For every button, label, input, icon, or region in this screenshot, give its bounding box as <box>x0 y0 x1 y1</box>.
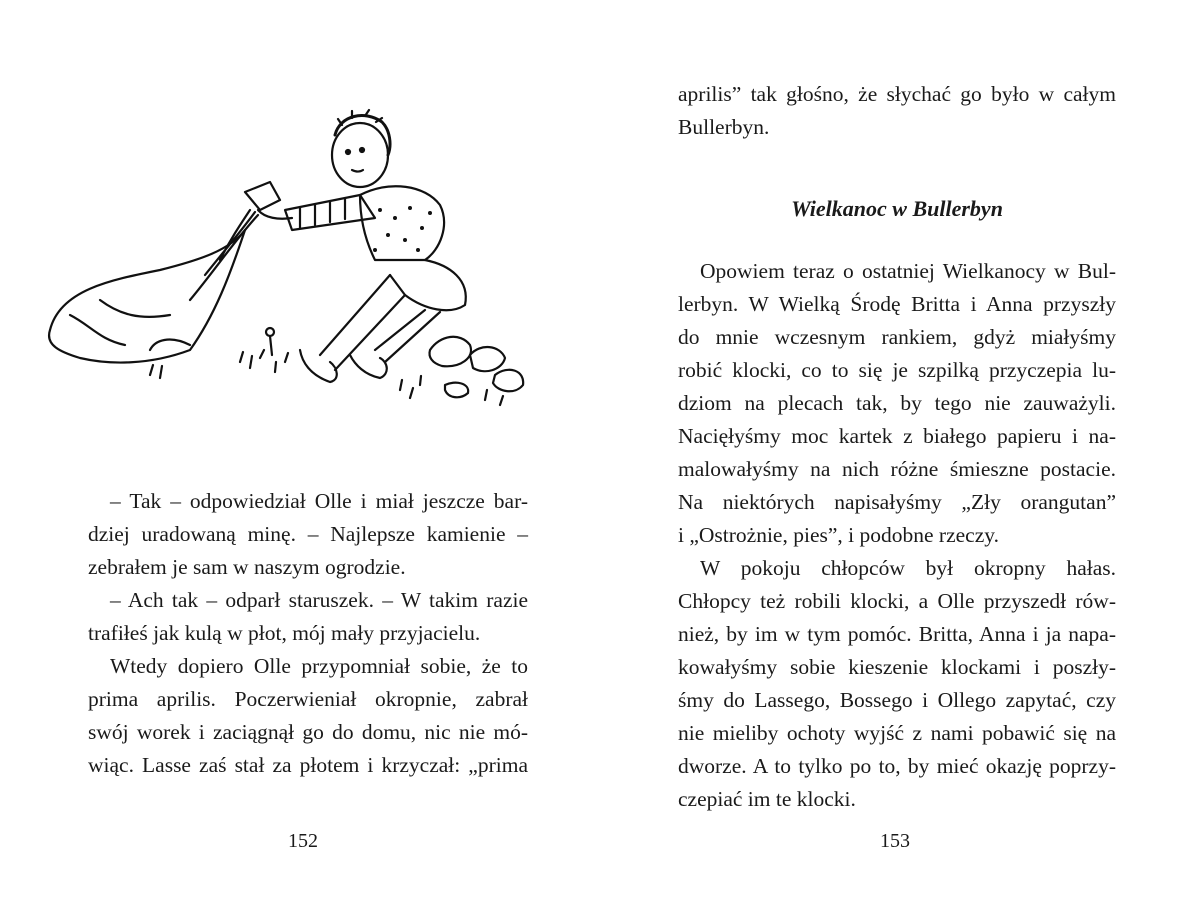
text-line: trafiłeś jak kulą w płot, mój mały przyjacielu. <box>88 621 481 645</box>
text-line: nież, by im w tym pomóc. Britta, Anna i ja napa- <box>678 622 1116 646</box>
text-line: i „Ostrożnie, pies”, i podobne rzeczy. <box>678 523 999 547</box>
paragraph <box>678 78 1116 144</box>
text-line: czepiać im te klocki. <box>678 787 856 811</box>
text-line: dziom na plecach tak, by tego nie zauważyli. <box>678 391 1116 415</box>
paragraph <box>678 552 1116 816</box>
text-line: Na niektórych napisałyśmy „Zły orangutan” <box>678 490 1116 514</box>
text-line: Bullerbyn. <box>678 115 770 139</box>
text-line: dworze. A to tylko po to, by mieć okazję poprzy- <box>678 754 1116 778</box>
text-line: do mnie wczesnym rankiem, gdyż miałyśmy <box>678 325 1116 349</box>
paragraph <box>88 584 528 650</box>
chapter-heading: Wielkanoc w Bullerbyn <box>791 196 1003 221</box>
text-line: lerbyn. W Wielką Środę Britta i Anna przyszły <box>678 292 1116 316</box>
text-line: Chłopcy też robili klocki, a Olle przyszedł rów- <box>678 589 1116 613</box>
right-page <box>600 0 1200 915</box>
paragraph <box>88 485 528 584</box>
page-number: 153 <box>880 830 910 852</box>
text-line: Opowiem teraz o ostatniej Wielkanocy w Bul- <box>700 259 1116 283</box>
text-line: dziej uradowaną minę. – Najlepsze kamienie – <box>88 522 528 546</box>
page-number: 152 <box>288 830 318 852</box>
text-line: wiąc. Lasse zaś stał za płotem i krzyczał: „prima <box>88 753 528 777</box>
text-line: – Tak – odpowiedział Olle i miał jeszcze bar- <box>110 489 528 513</box>
paragraph <box>88 650 528 782</box>
paragraph <box>678 255 1116 552</box>
text-line: – Ach tak – odparł staruszek. – W takim razie <box>110 588 528 612</box>
text-line: aprilis” tak głośno, że słychać go było w całym <box>678 82 1116 106</box>
text-line: W pokoju chłopców był okropny hałas. <box>700 556 1116 580</box>
boy-dragging-sack-illustration <box>30 100 530 430</box>
text-line: śmy do Lassego, Bossego i Ollego zapytać, czy <box>678 688 1116 712</box>
text-line: Wtedy dopiero Olle przypomniał sobie, że to <box>110 654 528 678</box>
text-line: swój worek i zaciągnął go do domu, nic nie mó- <box>88 720 528 744</box>
text-line: nie mieliby ochoty wyjść z nami pobawić się na <box>678 721 1116 745</box>
text-line: Nacięłyśmy moc kartek z białego papieru i na- <box>678 424 1116 448</box>
text-line: prima aprilis. Poczerwieniał okropnie, zabrał <box>88 687 528 711</box>
text-line: malowałyśmy na nich różne śmieszne postacie. <box>678 457 1116 481</box>
text-line: zebrałem je sam w naszym ogrodzie. <box>88 555 406 579</box>
text-line: kowałyśmy sobie kieszenie klockami i poszły- <box>678 655 1116 679</box>
text-line: robić klocki, co to się je szpilką przyczepia lu- <box>678 358 1116 382</box>
